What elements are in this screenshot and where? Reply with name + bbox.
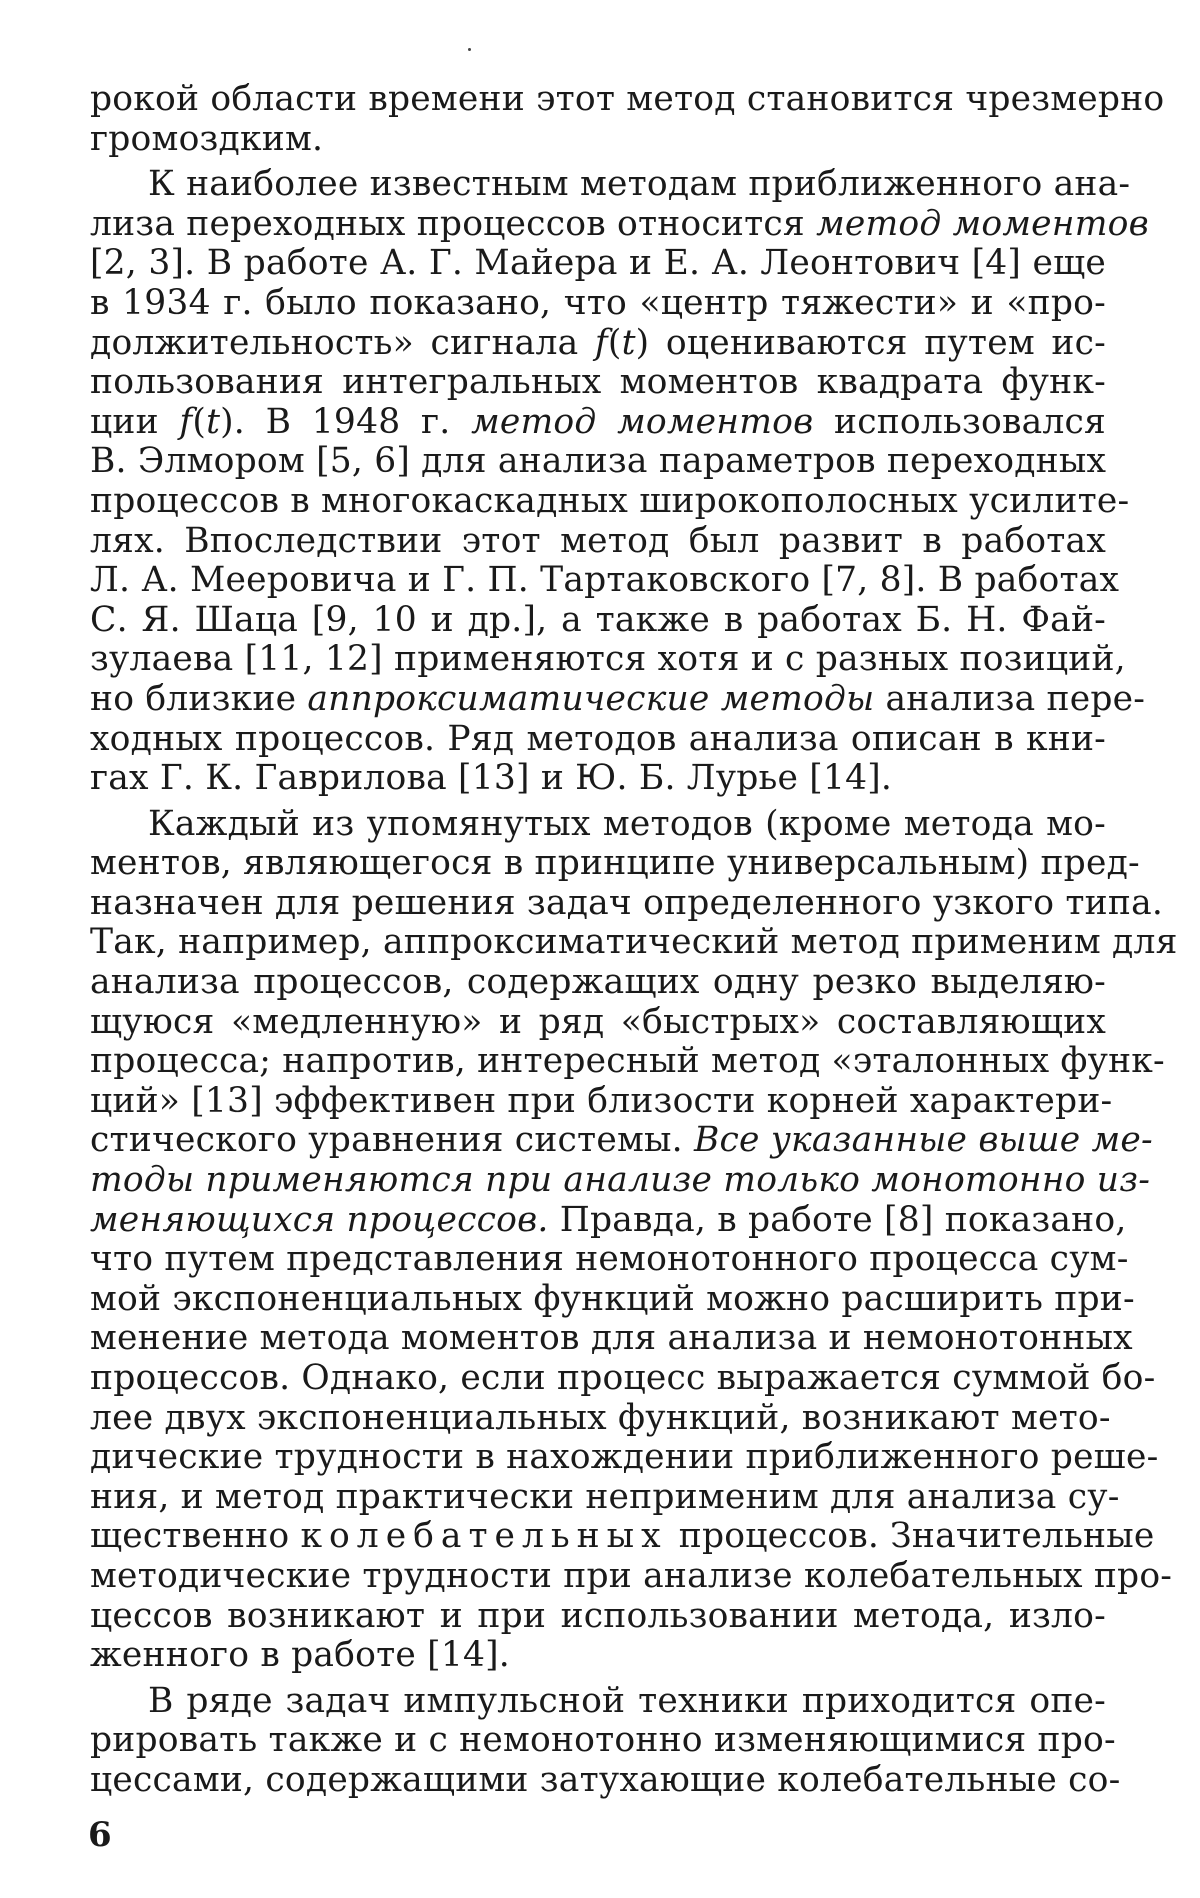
text-line: ния, и метод практически неприменим для анализа су- [90,1476,1120,1517]
print-mark [468,48,471,51]
paragraph-2 [90,164,1149,799]
text-line: назначен для решения задач определенного узкого типа. [90,882,1164,923]
text-line: что путем представления немонотонного процесса сум- [90,1239,1129,1280]
text-line: процессов в многокаскадных широкополосных усилите- [90,480,1130,521]
text-line: ции f(t). В 1948 г. метод моментов использовался [90,401,1106,442]
text-line: рировать также и с немонотонно изменяющимися про- [90,1720,1116,1761]
text-line: в 1934 г. было показано, что «центр тяжести» и «про- [90,282,1106,323]
text-line: лиза переходных процессов относится метод моментов [90,203,1149,244]
text-line: тоды применяются при анализе только монотонно из- [90,1160,1151,1201]
page-number: 6 [88,1815,112,1855]
paragraph-4 [90,1680,1121,1801]
text-line: меняющихся процессов. Правда, в работе [8] показано, [90,1199,1127,1240]
text-line: должительность» сигнала f(t) оцениваются путем ис- [90,322,1106,363]
text-line: цессов возникают и при использовании метода, изло- [90,1595,1106,1636]
text-line: ций» [13] эффективен при близости корней характери- [90,1080,1113,1121]
text-line: процессов. Однако, если процесс выражается суммой бо- [90,1358,1156,1398]
text-line: лее двух экспоненциальных функций, возникают мето- [90,1397,1111,1438]
text-line: дические трудности в нахождении приближенного реше- [90,1437,1159,1478]
text-line: К наиболее известным методам приближенного ана- [148,164,1131,205]
text-line: В ряде задач импульсной техники приходится опе- [148,1680,1106,1721]
text-line: щуюся «медленную» и ряд «быстрых» составляющих [90,1001,1106,1042]
text-line: ходных процессов. Ряд методов анализа описан в кни- [90,718,1106,759]
text-line: но близкие аппроксиматические методы анализа пере- [90,678,1146,719]
text-line: анализа процессов, содержащих одну резко выделяю- [90,962,1106,1003]
text-line: стического уравнения системы. Все указанные выше ме- [90,1120,1153,1161]
text-line: [2, 3]. В работе А. Г. Майера и Е. А. Леонтович [4] еще [90,243,1106,284]
text-line: методические трудности при анализе колебательных про- [90,1555,1173,1596]
text-line: С. Я. Шаца [9, 10 и др.], а также в работах Б. Н. Фай- [90,599,1106,640]
text-line: Так, например, аппроксиматический метод применим для [90,922,1178,963]
text-line: мой экспоненциальных функций можно расширить при- [90,1278,1135,1319]
text-line: лях. Впоследствии этот метод был развит в работах [90,520,1106,561]
text-line: процесса; напротив, интересный метод «эталонных функ- [90,1041,1165,1082]
text-line: зулаева [11, 12] применяются хотя и с разных позиций, [90,639,1126,680]
text-line: Каждый из упомянутых методов (кроме метода мо- [148,803,1106,844]
text-line: женного в работе [14]. [90,1635,510,1676]
text-line: менение метода моментов для анализа и немонотонных [90,1318,1133,1359]
text-line: рокой области времени этот метод становится чрезмерно [90,79,1165,119]
text-line: щественно колебательных процессов. Значительные [90,1516,1155,1557]
text-line: В. Элмором [5, 6] для анализа параметров переходных [90,441,1107,482]
body-text [90,79,1178,1801]
text-line: ментов, являющегося в принципе универсальным) пред- [90,843,1140,884]
text-line: гах Г. К. Гаврилова [13] и Ю. Б. Лурье [14]. [90,758,893,799]
text-line: громоздким. [90,118,324,159]
text-line: цессами, содержащими затухающие колебательные со- [90,1759,1121,1800]
text-line: Л. А. Мееровича и Г. П. Тартаковского [7, 8]. В работах [90,560,1120,601]
text-line: пользования интегральных моментов квадрата функ- [90,362,1106,403]
paragraph-1 [90,79,1165,159]
paragraph-3 [90,803,1178,1676]
